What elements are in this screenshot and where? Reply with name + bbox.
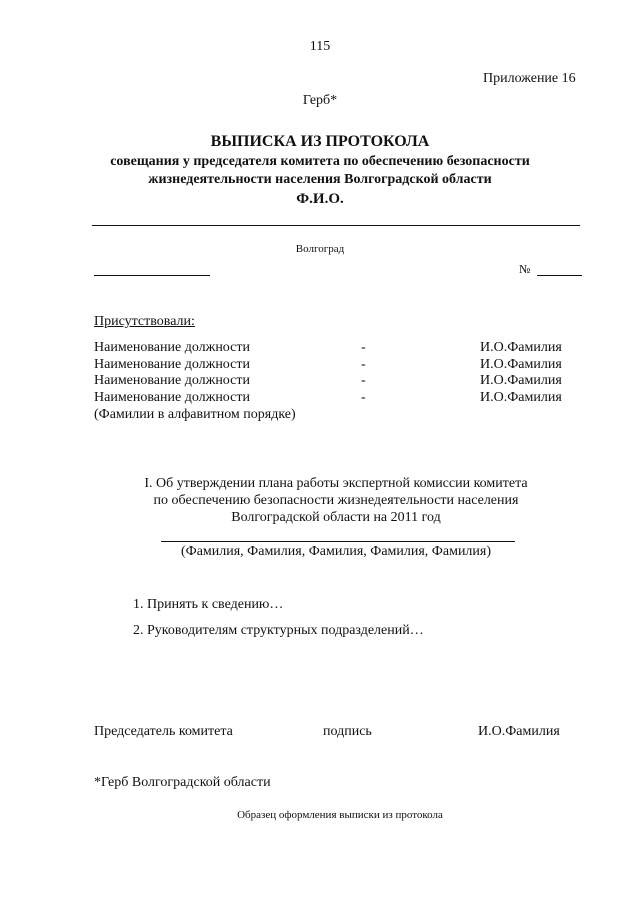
attendees-heading: Присутствовали: xyxy=(94,314,195,329)
attendee-dash: - xyxy=(361,357,366,372)
page-number: 115 xyxy=(309,39,331,54)
header-divider xyxy=(92,225,580,226)
date-blank-line xyxy=(94,275,210,276)
attendees-note: (Фамилии в алфавитном порядке) xyxy=(94,407,296,422)
attendee-dash: - xyxy=(361,373,366,388)
agenda-item-line3: Волгоградской области на 2011 год xyxy=(231,510,441,525)
signature-name: И.О.Фамилия xyxy=(478,724,560,739)
city-label: Волгоград xyxy=(295,243,345,255)
decision-item: 2. Руководителям структурных подразделений… xyxy=(133,623,424,638)
attendee-dash: - xyxy=(361,390,366,405)
agenda-speakers: (Фамилия, Фамилия, Фамилия, Фамилия, Фамилия) xyxy=(180,544,492,559)
number-blank-line xyxy=(537,275,582,276)
attendee-name: И.О.Фамилия xyxy=(480,390,562,405)
attendee-position: Наименование должности xyxy=(94,340,250,355)
chairman-name: Ф.И.О. xyxy=(296,191,344,207)
number-label: № xyxy=(519,262,531,276)
attendee-name: И.О.Фамилия xyxy=(480,340,562,355)
attendee-position: Наименование должности xyxy=(94,390,250,405)
attendee-position: Наименование должности xyxy=(94,357,250,372)
document-subtitle-line2: жизнедеятельности населения Волгоградской области xyxy=(148,172,492,187)
agenda-divider xyxy=(161,541,515,542)
appendix-label: Приложение 16 xyxy=(483,71,576,86)
signature-role: Председатель комитета xyxy=(94,724,233,739)
agenda-item-line2: по обеспечению безопасности жизнедеятельности населения xyxy=(153,493,519,508)
decision-item: 1. Принять к сведению… xyxy=(133,597,284,612)
agenda-item-line1: I. Об утверждении плана работы экспертной комиссии комитета xyxy=(144,476,528,491)
attendee-dash: - xyxy=(361,340,366,355)
document-title: ВЫПИСКА ИЗ ПРОТОКОЛА xyxy=(210,133,430,150)
sample-caption: Образец оформления выписки из протокола xyxy=(237,809,443,821)
attendee-name: И.О.Фамилия xyxy=(480,373,562,388)
document-subtitle-line1: совещания у председателя комитета по обеспечению безопасности xyxy=(110,154,530,169)
signature-sign: подпись xyxy=(323,724,372,739)
attendee-name: И.О.Фамилия xyxy=(480,357,562,372)
footnote: *Герб Волгоградской области xyxy=(94,775,271,790)
coat-of-arms-placeholder: Герб* xyxy=(302,93,338,108)
attendee-position: Наименование должности xyxy=(94,373,250,388)
